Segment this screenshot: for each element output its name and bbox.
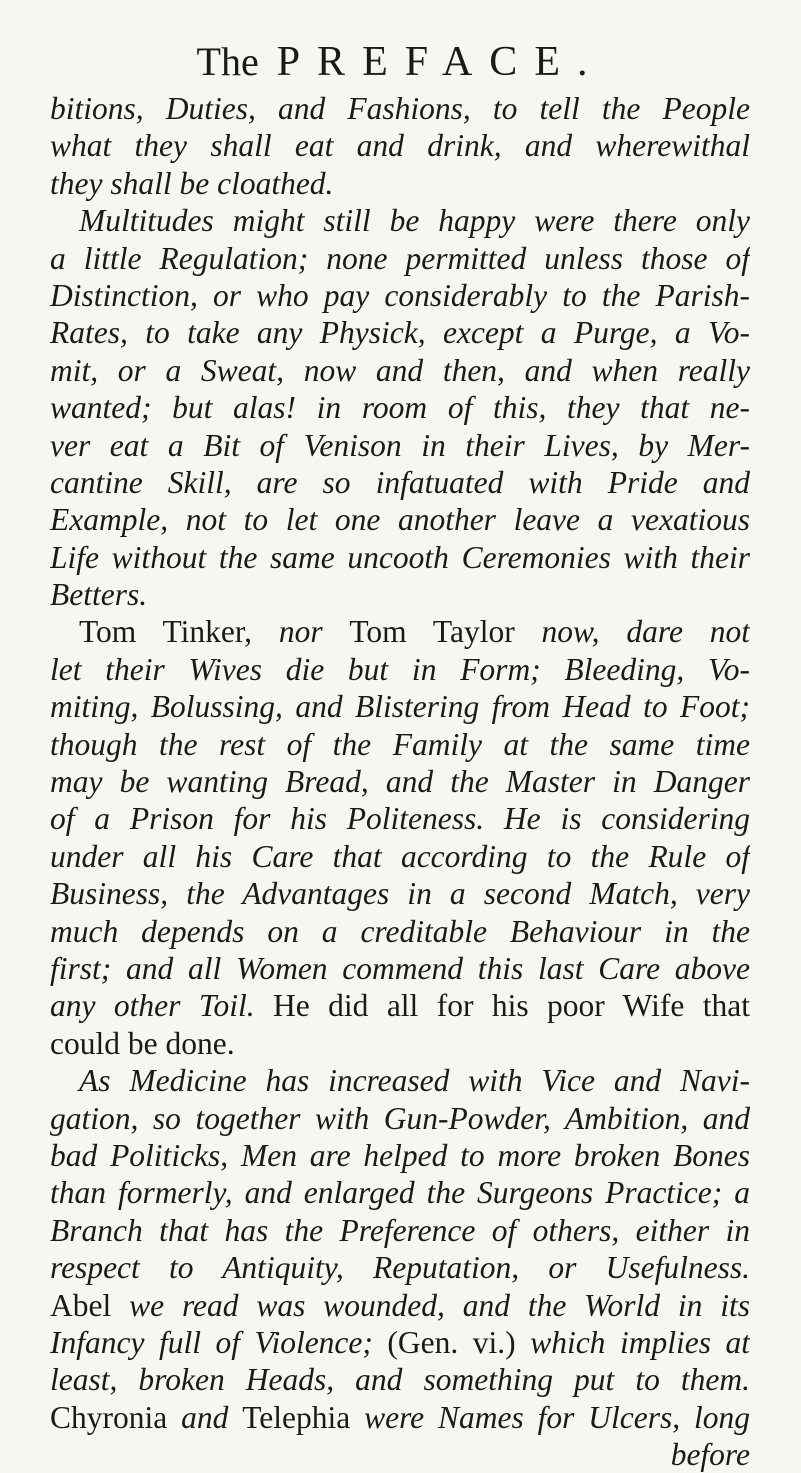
- running-head-the: The: [196, 39, 259, 84]
- text-run: let their Wives die but in Form; Bleeding, Vo-: [50, 651, 750, 687]
- text-line: [50, 800, 750, 837]
- text-run: Infancy full of Violence;: [50, 1324, 388, 1360]
- text-line: [50, 651, 750, 688]
- text-run: under all his Care that according to the Rule of: [50, 838, 750, 874]
- text-run: which implies at: [530, 1324, 750, 1360]
- text-line: [50, 1287, 750, 1324]
- text-run: before: [670, 1437, 750, 1473]
- text-line: [50, 314, 750, 351]
- text-run: of a Prison for his Politeness. He is considering: [50, 801, 750, 837]
- text-run: were Names for Ulcers, long: [364, 1399, 750, 1435]
- text-line: [50, 539, 750, 576]
- text-run: As Medicine has increased with Vice and Navi-: [79, 1063, 750, 1099]
- text-run: may be wanting Bread, and the Master in Danger: [50, 764, 750, 800]
- text-line: [50, 1399, 750, 1436]
- text-line: [50, 1361, 750, 1398]
- text-line: [50, 838, 750, 875]
- text-line: [50, 1324, 750, 1361]
- text-run: (Gen. vi.): [387, 1324, 531, 1360]
- text-run: and: [181, 1399, 243, 1435]
- body-text: [50, 90, 750, 1473]
- text-line: [50, 613, 750, 650]
- text-run: wanted; but alas! in room of this, they that ne-: [50, 390, 750, 426]
- text-line: [50, 501, 750, 538]
- text-line: [50, 726, 750, 763]
- text-line: [50, 352, 750, 389]
- text-run: Rates, to take any Physick, except a Purge, a Vo-: [50, 315, 750, 351]
- text-run: nor: [278, 614, 350, 650]
- text-line: [50, 875, 750, 912]
- text-line: [50, 1062, 750, 1099]
- text-run: mit, or a Sweat, now and then, and when really: [50, 352, 750, 388]
- text-line: [50, 688, 750, 725]
- text-run: bad Politicks, Men are helped to more broken Bones: [50, 1137, 750, 1173]
- text-run: gation, so together with Gun-Powder, Ambition, and: [50, 1100, 750, 1136]
- text-line: [50, 1436, 750, 1473]
- text-run: Chyronia: [50, 1399, 182, 1435]
- text-run: Distinction, or who pay considerably to the Parish-: [50, 277, 750, 313]
- text-run: Life without the same uncooth Ceremonies with their: [50, 539, 750, 575]
- text-line: [50, 165, 750, 202]
- text-line: [50, 950, 750, 987]
- text-run: now, dare not: [541, 614, 750, 650]
- text-line: [50, 1249, 750, 1286]
- text-run: any other Toil.: [50, 988, 273, 1024]
- text-run: miting, Bolussing, and Blistering from Head to Foot;: [50, 689, 750, 725]
- text-line: [50, 763, 750, 800]
- text-run: Multitudes might still be happy were there only: [79, 203, 750, 239]
- text-line: [50, 202, 750, 239]
- text-run: Tom Tinker,: [79, 614, 279, 650]
- running-head-title: PREFACE.: [276, 39, 605, 85]
- text-line: [50, 464, 750, 501]
- text-run: they shall be cloathed.: [50, 165, 334, 201]
- text-run: Branch that has the Preference of others, either in: [50, 1212, 750, 1248]
- text-line: [50, 1100, 750, 1137]
- text-run: than formerly, and enlarged the Surgeons Practice; a: [50, 1175, 750, 1211]
- text-run: first; and all Women commend this last Care above: [50, 950, 750, 986]
- text-run: we read was wounded, and the World in its: [129, 1287, 750, 1323]
- text-line: [50, 127, 750, 164]
- text-run: least, broken Heads, and something put to them.: [50, 1362, 750, 1398]
- text-run: Tom Taylor: [349, 614, 542, 650]
- text-run: cantine Skill, are so infatuated with Pride and: [50, 464, 750, 500]
- text-run: respect to Antiquity, Reputation, or Usefulness.: [50, 1250, 750, 1286]
- text-line: [50, 576, 750, 613]
- text-run: ver eat a Bit of Venison in their Lives, by Mer-: [50, 427, 750, 463]
- text-run: Abel: [50, 1287, 130, 1323]
- text-line: [50, 90, 750, 127]
- text-line: [50, 1174, 750, 1211]
- text-line: [50, 913, 750, 950]
- text-run: though the rest of the Family at the same time: [50, 726, 750, 762]
- text-line: [50, 427, 750, 464]
- text-run: much depends on a creditable Behaviour in the: [50, 913, 750, 949]
- text-line: [50, 1137, 750, 1174]
- text-line: [50, 987, 750, 1024]
- text-run: could be done.: [50, 1025, 235, 1061]
- text-line: [50, 1212, 750, 1249]
- text-run: Example, not to let one another leave a vexatious: [50, 502, 750, 538]
- text-line: [50, 240, 750, 277]
- text-run: Betters.: [50, 577, 148, 613]
- text-run: a little Regulation; none permitted unless those of: [50, 240, 750, 276]
- text-line: [50, 1025, 750, 1062]
- text-line: [50, 277, 750, 314]
- text-run: bitions, Duties, and Fashions, to tell the People: [50, 91, 750, 126]
- text-run: He did all for his poor Wife that: [273, 988, 750, 1024]
- text-run: what they shall eat and drink, and wherewithal: [50, 128, 750, 164]
- text-run: Business, the Advantages in a second Match, very: [50, 876, 750, 912]
- running-head: [0, 38, 801, 86]
- text-line: [50, 389, 750, 426]
- text-run: Telephia: [242, 1399, 365, 1435]
